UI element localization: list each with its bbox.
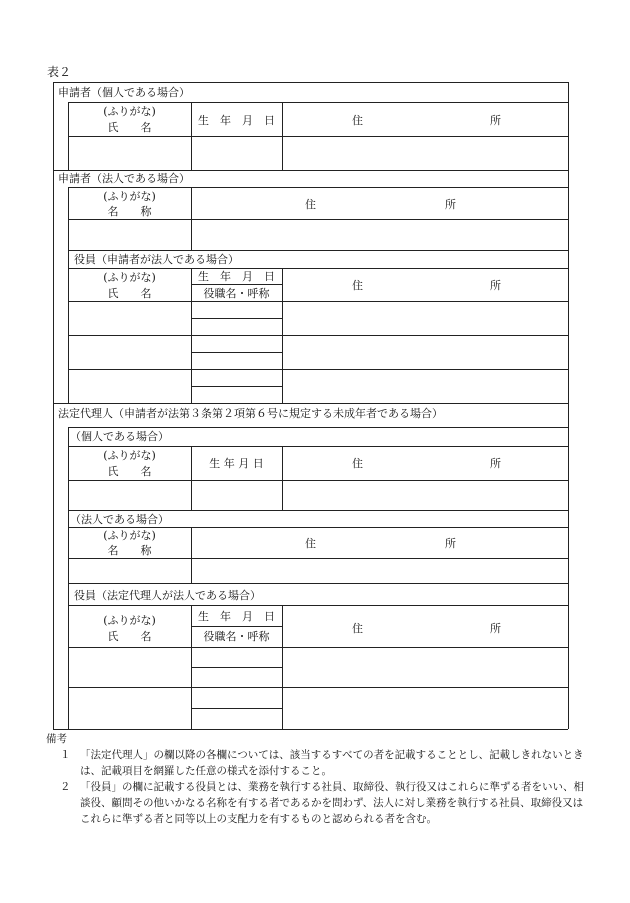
furigana-label: (ふりがな)	[103, 105, 156, 118]
name-label: 氏 名	[107, 465, 152, 478]
name-label: 氏 名	[107, 121, 152, 134]
furigana-label: (ふりがな)	[103, 614, 156, 627]
notes	[46, 731, 591, 827]
corporate-name-cell[interactable]	[69, 220, 190, 249]
name-label: 氏 名	[107, 630, 152, 643]
note-number: ２	[60, 781, 71, 793]
note-text: 「役員」の欄に記載する役員とは、業務を執行する社員、取締役、執行役又はこれらに準ずる者をいい、相談役、顧問その他いかなる名称を有する者であるかを問わず、法人に対し業務を執行する社員、取締役又はこれらに準ずる者と同等以上の支配力を有するものと認められる者を含む。	[80, 781, 584, 825]
furigana-label: (ふりがな)	[103, 271, 156, 284]
legal-rep-officer-row[interactable]	[69, 688, 567, 728]
individual-furigana-name-cell[interactable]	[69, 137, 190, 169]
address-label-a: 住	[352, 114, 363, 127]
corporate-name-label: 名 称	[107, 544, 152, 557]
address-label-a: 住	[352, 279, 363, 292]
officer-row[interactable]	[69, 302, 567, 334]
dob-label: 生 年 月 日	[198, 610, 275, 623]
legal-rep-name-cell[interactable]	[69, 481, 190, 509]
individual-dob-cell[interactable]	[192, 137, 281, 169]
officers-title: 役員（申請者が法人である場合）	[74, 253, 239, 266]
furigana-label: (ふりがな)	[103, 190, 156, 203]
dob-label: 生 年 月 日	[209, 457, 264, 470]
dob-label: 生 年 月 日	[198, 114, 275, 127]
notes-heading: 備考	[46, 733, 67, 745]
address-label-b: 所	[490, 457, 501, 470]
address-label-a: 住	[305, 537, 316, 550]
position-label: 役職名・呼称	[203, 287, 270, 300]
officer-row[interactable]	[69, 336, 567, 368]
legal-rep-title: 法定代理人（申請者が法第３条第２項第６号に規定する未成年者である場合）	[58, 407, 443, 420]
address-label-a: 住	[352, 622, 363, 635]
legal-rep-individual-title: （個人である場合）	[70, 430, 169, 443]
dob-label: 生 年 月 日	[198, 270, 275, 283]
legal-rep-corp-name-cell[interactable]	[69, 559, 190, 582]
legal-rep-corp-address-cell[interactable]	[192, 559, 567, 582]
note-text: 「法定代理人」の欄以降の各欄については、該当するすべての者を記載することとし、記載しきれないときは、記載項目を網羅した任意の様式を添付すること。	[80, 749, 584, 777]
individual-address-cell[interactable]	[283, 137, 567, 169]
address-label-b: 所	[490, 114, 501, 127]
legal-rep-corporate-title: （法人である場合）	[70, 513, 169, 526]
legal-rep-officers-title: 役員（法定代理人が法人である場合）	[74, 589, 261, 602]
legal-rep-officer-row[interactable]	[69, 648, 567, 686]
note-number: １	[60, 749, 71, 761]
address-label-b: 所	[490, 622, 501, 635]
individual-applicant-title: 申請者（個人である場合）	[58, 86, 190, 99]
furigana-label: (ふりがな)	[103, 449, 156, 462]
legal-rep-address-cell[interactable]	[283, 481, 567, 509]
address-label-b: 所	[445, 537, 456, 550]
position-label: 役職名・呼称	[203, 630, 270, 643]
table-label: 表２	[47, 65, 72, 79]
address-label-b: 所	[445, 198, 456, 211]
address-label-a: 住	[352, 457, 363, 470]
note-item	[46, 747, 591, 779]
legal-rep-dob-cell[interactable]	[192, 481, 281, 509]
officer-row[interactable]	[69, 370, 567, 402]
corporate-applicant-title: 申請者（法人である場合）	[58, 172, 190, 185]
corporate-name-label: 名 称	[107, 205, 152, 218]
corporate-address-cell[interactable]	[192, 220, 567, 249]
furigana-label: (ふりがな)	[103, 529, 156, 542]
note-item	[46, 779, 591, 827]
address-label-b: 所	[490, 279, 501, 292]
name-label: 氏 名	[107, 287, 152, 300]
address-label-a: 住	[305, 198, 316, 211]
